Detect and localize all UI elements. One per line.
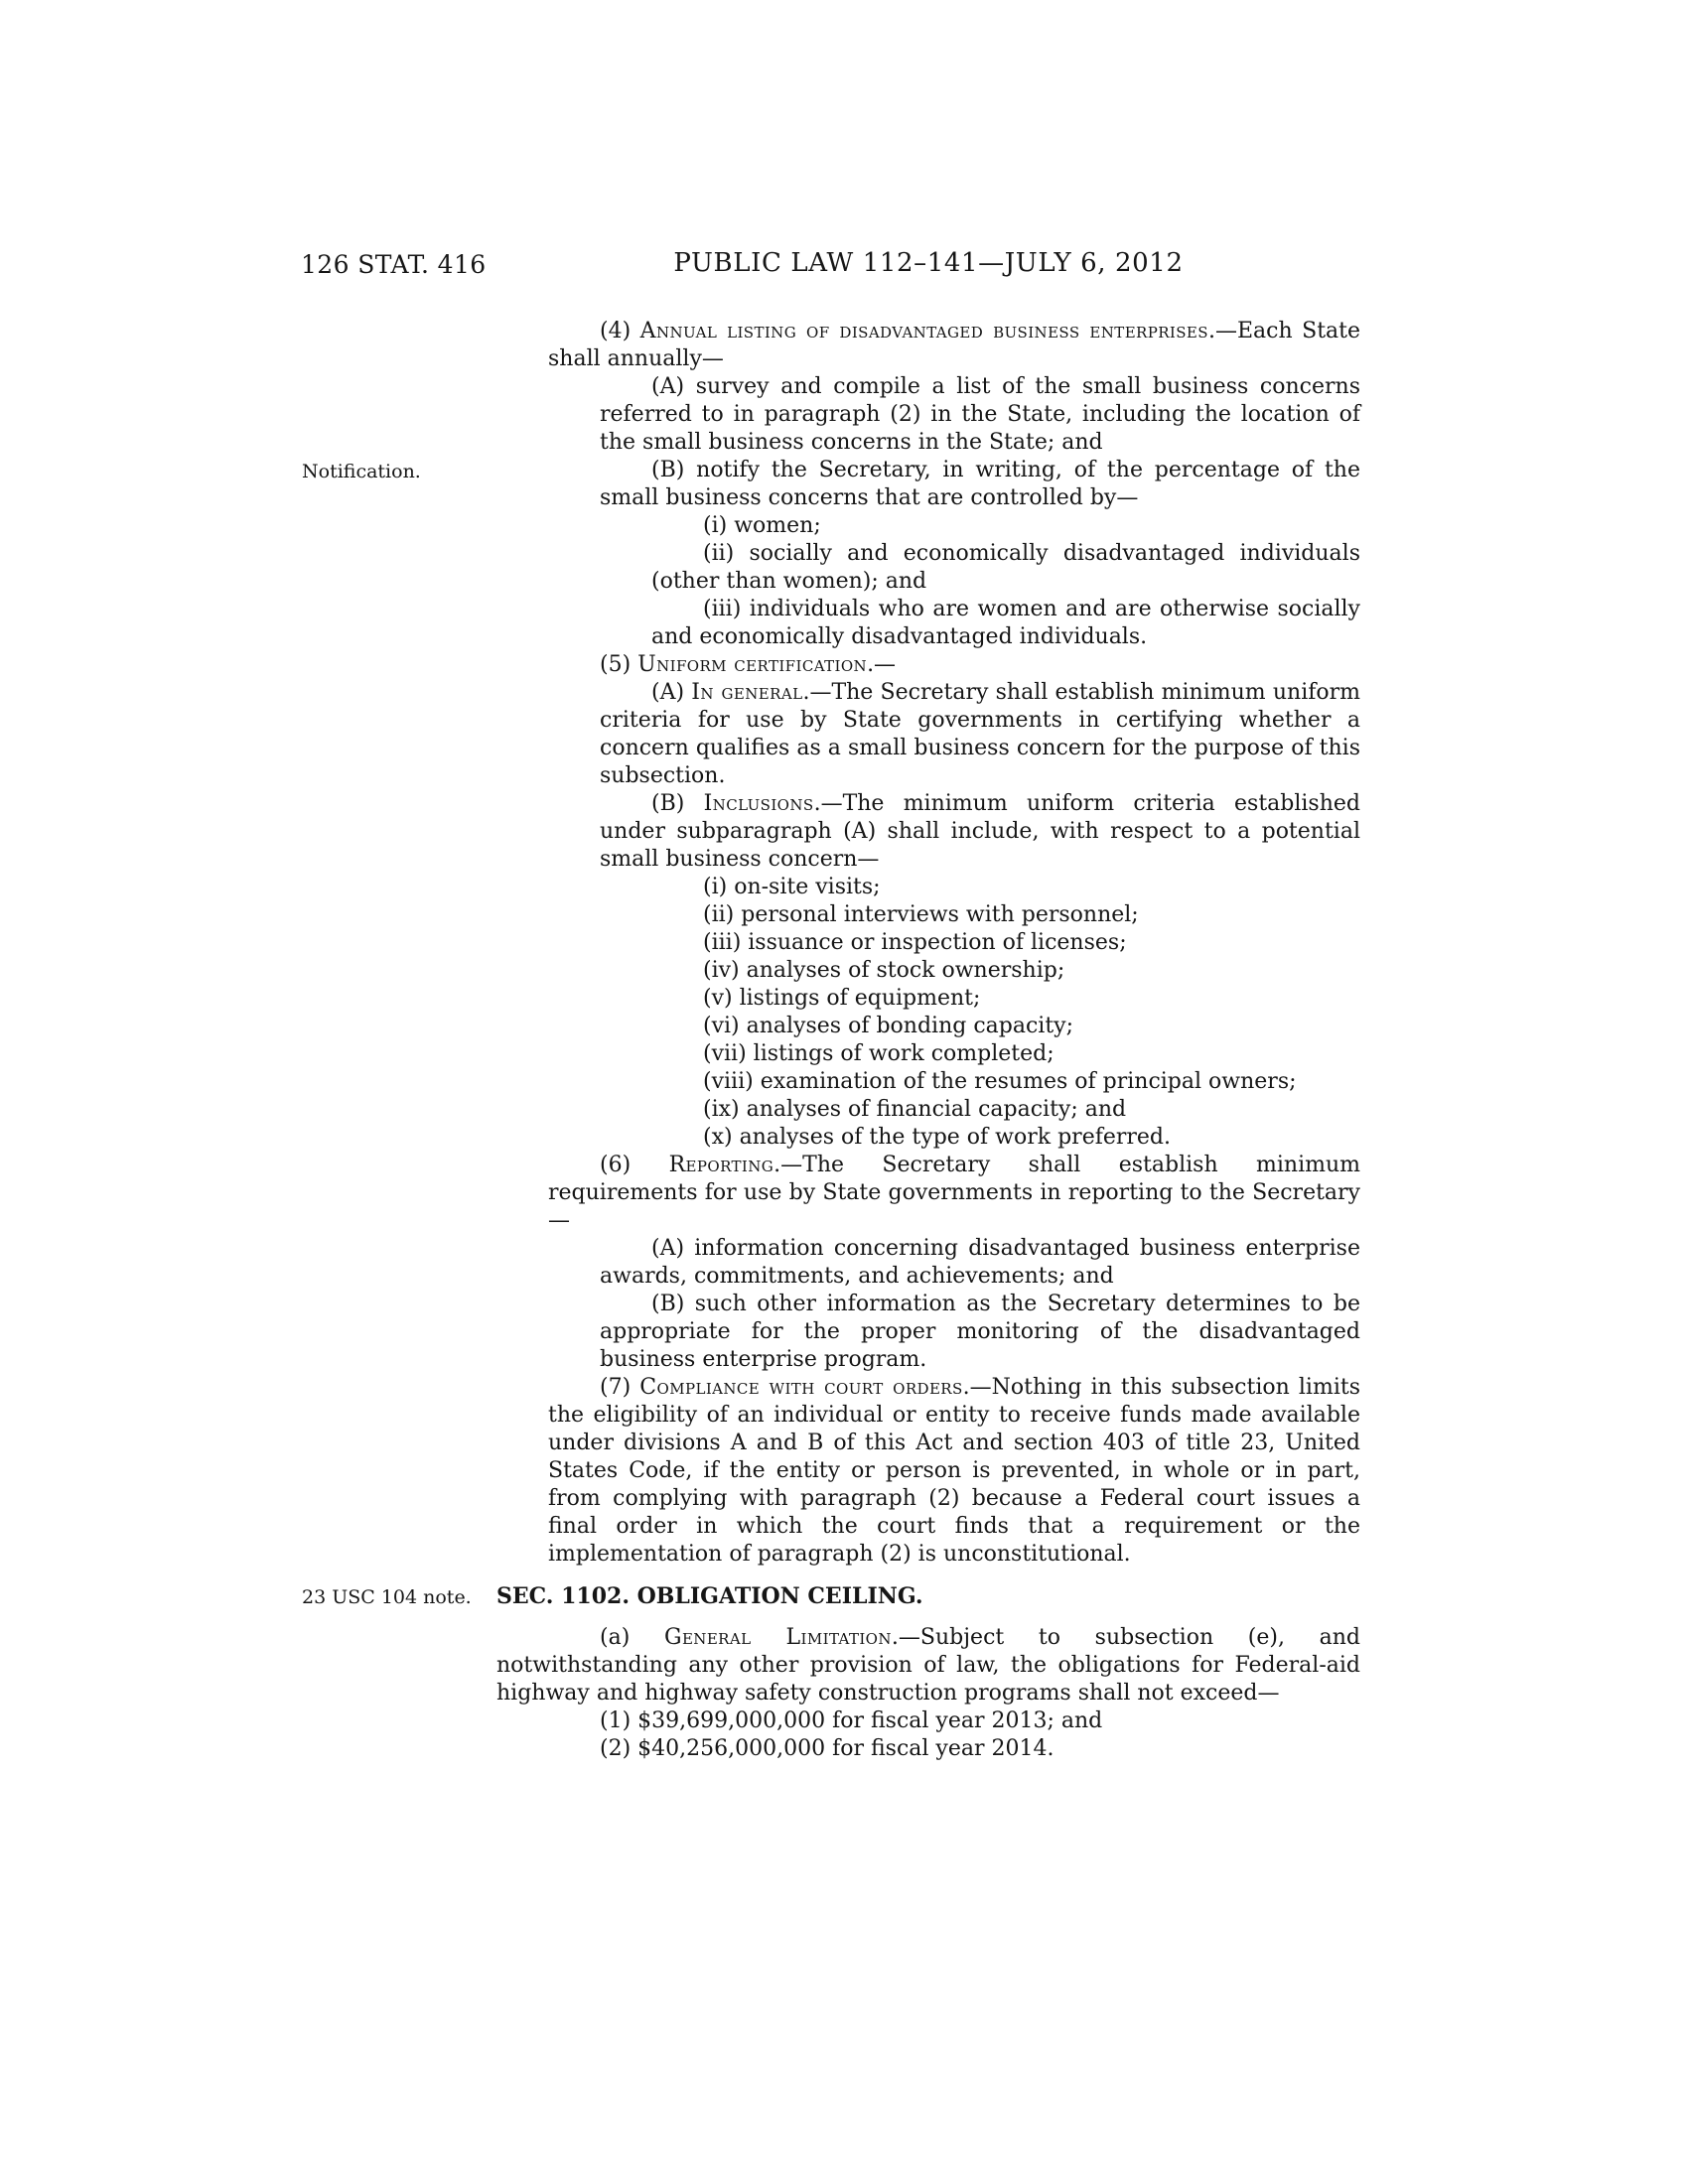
text-run: (1) $39,699,000,000 for fiscal year 2013; and — [600, 1708, 1103, 1733]
text-run: (4) — [600, 319, 640, 343]
text-run: (iii) individuals who are women and are otherwise socially and economically disadvantaged individuals. — [651, 597, 1360, 649]
text-run: (i) women; — [703, 513, 821, 538]
text-run: (a) — [600, 1625, 664, 1650]
paragraph — [651, 512, 1360, 540]
text-run: (vii) listings of work completed; — [703, 1041, 1055, 1066]
paragraph — [548, 318, 1360, 373]
text-run: (iv) analyses of stock ownership; — [703, 958, 1065, 983]
paragraph — [302, 457, 1360, 512]
paragraph — [600, 790, 1360, 874]
text-run: (A) survey and compile a list of the small business concerns referred to in paragraph (2) in the State, including the location of the small business concerns in the State; and — [600, 374, 1360, 455]
paragraph — [600, 1235, 1360, 1291]
paragraph — [651, 1040, 1360, 1068]
text-run: .—Nothing in this subsection limits the eligibility of an individual or entity to receive funds made available under divisions A and B of this Act and section 403 of title 23, United States Code, if the entity or person is prevented, in whole or in part, from complying with paragraph (2) because a Federal court issues a final order in which the court finds that a requirement or the implementation of paragraph (2) is unconstitutional. — [548, 1375, 1360, 1567]
text-run: (i) on-site visits; — [703, 875, 881, 899]
paragraph — [651, 1124, 1360, 1152]
paragraph — [548, 1735, 1360, 1763]
text-run: (5) — [600, 652, 638, 677]
paragraph — [600, 373, 1360, 457]
text-run: .—Subject to subsection (e), and notwithstanding any other provision of law, the obligations for Federal-aid highway and highway safety construction programs shall not exceed— — [496, 1625, 1361, 1706]
text-run: .— — [867, 652, 897, 677]
text-run: (7) — [600, 1375, 640, 1400]
text-run: .—The Secretary shall establish minimum uniform criteria for use by State governments in certifying whether a concern qualifies as a small business concern for the purpose of this subsection. — [600, 680, 1361, 788]
paragraph — [651, 874, 1360, 901]
paragraph — [651, 540, 1360, 596]
text-run: (A) information concerning disadvantaged business enterprise awards, commitments, and achievements; and — [600, 1236, 1360, 1289]
paragraph — [548, 651, 1360, 679]
text-run: (2) $40,256,000,000 for fiscal year 2014. — [600, 1736, 1055, 1761]
paragraph — [651, 957, 1360, 985]
stat-page-number: 126 STAT. 416 — [301, 250, 487, 279]
smallcaps-term: Uniform certification — [637, 652, 868, 677]
smallcaps-term: Reporting — [668, 1153, 774, 1177]
paragraph — [651, 901, 1360, 929]
text-run: (v) listings of equipment; — [703, 986, 981, 1011]
margin-note: 23 USC 104 note. — [302, 1586, 472, 1608]
text-run: SEC. 1102. OBLIGATION CEILING. — [496, 1583, 923, 1609]
text-run: .—The minimum uniform criteria established under subparagraph (A) shall include, with respect to a potential small business concern— — [600, 791, 1360, 872]
paragraph — [548, 1374, 1360, 1569]
text-run: (6) — [600, 1153, 669, 1177]
text-run: (iii) issuance or inspection of licenses; — [703, 930, 1127, 955]
paragraph — [600, 679, 1360, 790]
paragraph — [651, 596, 1360, 651]
text-run: (ii) socially and economically disadvantaged individuals (other than women); and — [651, 541, 1360, 594]
smallcaps-term: Annual listing of disadvantaged business enterprises — [639, 319, 1208, 343]
margin-note: Notification. — [302, 461, 421, 482]
paragraph — [651, 929, 1360, 957]
text-run: (B) such other information as the Secretary determines to be appropriate for the proper monitoring of the disadvantaged business enterprise program. — [600, 1292, 1360, 1372]
text-run: (ii) personal interviews with personnel; — [703, 902, 1139, 927]
text-run: (vi) analyses of bonding capacity; — [703, 1014, 1074, 1038]
text-run: (ix) analyses of financial capacity; and — [703, 1097, 1127, 1122]
paragraph — [651, 1096, 1360, 1124]
paragraph — [548, 1152, 1360, 1235]
text-run: (A) — [651, 680, 692, 705]
paragraph — [496, 1624, 1360, 1707]
smallcaps-term: Compliance with court orders — [639, 1375, 963, 1400]
paragraph — [651, 1013, 1360, 1040]
text-run: (B) notify the Secretary, in writing, of the percentage of the small business concerns that are controlled by— — [600, 458, 1360, 510]
section-heading — [302, 1582, 1360, 1610]
text-run: (viii) examination of the resumes of principal owners; — [703, 1069, 1297, 1094]
text-run: (x) analyses of the type of work preferred. — [703, 1125, 1172, 1150]
text-run: .—The Secretary shall establish minimum requirements for use by State governments in reporting to the Secretary— — [548, 1153, 1361, 1233]
law-title: PUBLIC LAW 112–141—JULY 6, 2012 — [673, 248, 1184, 278]
document-body — [302, 318, 1361, 1763]
smallcaps-term: General Limitation — [663, 1625, 892, 1650]
paragraph — [548, 1707, 1360, 1735]
paragraph — [651, 1068, 1360, 1096]
text-run: .—Each State shall annually— — [548, 319, 1361, 371]
paragraph — [600, 1291, 1360, 1374]
smallcaps-term: Inclusions — [703, 791, 814, 816]
text-run: (B) — [651, 791, 704, 816]
smallcaps-term: In general — [691, 680, 803, 705]
paragraph — [651, 985, 1360, 1013]
